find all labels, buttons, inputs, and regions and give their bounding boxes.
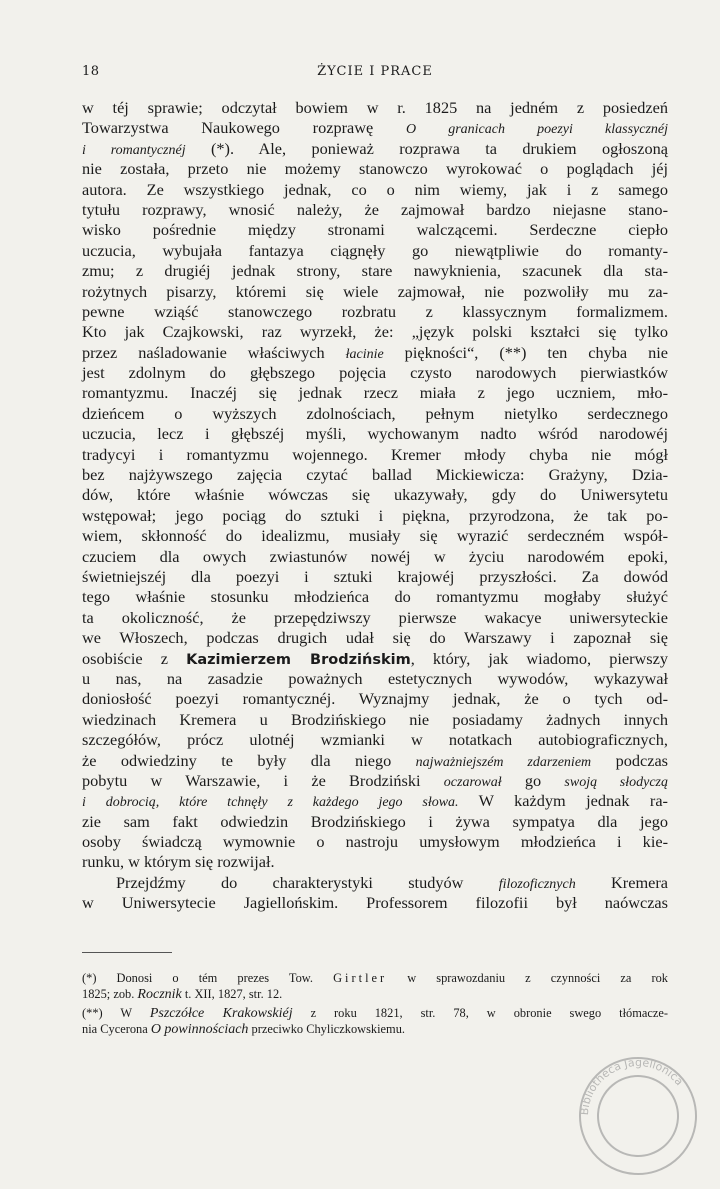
text-line — [82, 547, 668, 567]
footnote — [82, 1005, 668, 1037]
text-run: w sprawozdaniu z czynności za rok — [387, 971, 668, 985]
text-line — [82, 873, 668, 893]
text-line — [82, 322, 668, 342]
page-number: 18 — [82, 64, 100, 79]
text-run: bez najżywszego zajęcia czytać ballad Mickiewicza: Grażyny, Dzia- — [82, 465, 668, 485]
italic-text: i dobrocią, które tchnęły z każdego jego słowa. — [82, 795, 459, 811]
text-run: w Uniwersytecie Jagiellońskim. Professorem filozofii był naówczas — [82, 893, 668, 913]
text-line — [82, 424, 668, 444]
text-run: doniosłość poezyi romantycznéj. Wyznajmy jednak, że o tych od- — [82, 689, 668, 709]
text-line — [82, 832, 668, 852]
text-run: wstępował; jego pociąg do sztuki i piękna, przyrodzona, że tak po- — [82, 505, 668, 525]
text-run: runku, w którym się rozwijał. — [82, 852, 275, 872]
text-line — [82, 669, 668, 689]
text-run: (*) Donosi o tém prezes Tow. — [82, 971, 334, 985]
text-run: zie sam fakt odwiedzin Brodzińskiego i żywa sympatya dla jego — [82, 811, 668, 831]
text-run: wiedzinach Kremera u Brodzińskiego nie posiadamy żadnych innych — [82, 709, 668, 729]
text-line — [82, 118, 668, 138]
text-line — [82, 241, 668, 261]
text-run: tradycyi i romantyzmu wojennego. Kremer młody chyba nie mógł — [82, 444, 668, 464]
italic-text: łacinie — [345, 346, 384, 362]
spaced-text: Girtler — [333, 971, 388, 985]
text-run: osoby świadczą wymownie o nastroju umysłowym młodzieńca i kie- — [82, 832, 668, 852]
running-header — [82, 64, 668, 84]
text-run: ta okoliczność, że przepędziwszy pierwsze wakacye uniwersyteckie — [82, 607, 668, 627]
text-run: pobytu w Warszawie, i że Brodziński — [82, 770, 444, 790]
text-line — [82, 445, 668, 465]
text-line — [82, 383, 668, 403]
text-line — [82, 404, 668, 424]
text-run: w téj sprawie; odczytał bowiem w r. 1825 na jedném z posiedzeń — [82, 98, 668, 117]
text-run: czuciem dla owych zwiastunów nowéj w życiu narodowém epoki, — [82, 546, 668, 566]
text-run: Towarzystwa Naukowego rozprawę — [82, 118, 406, 138]
text-run: zmu; z drugiéj jednak strony, stare nawyknienia, szacunek dla sta- — [82, 261, 668, 281]
text-run: u nas, na zasadzie poważnych estetycznych wywodów, wykazywał — [82, 668, 668, 688]
text-line — [82, 139, 668, 159]
text-run: autora. Ze wszystkiego jednak, co o nim wiemy, jak i z samego — [82, 179, 668, 199]
text-run: nia Cycerona — [82, 1022, 151, 1036]
text-run: pewne wziąść stanowczego rozbratu z klassycznym formalizmem. — [82, 301, 668, 321]
text-line — [82, 98, 668, 118]
text-run: we Włoszech, podczas drugich udał się do Warszawy i zapoznał się — [82, 628, 668, 648]
text-line — [82, 710, 668, 730]
italic-text: oczarował — [443, 774, 502, 790]
text-line — [82, 812, 668, 832]
text-line — [82, 771, 668, 791]
text-run: tytułu rozprawy, wnosić należy, że zajmował bardzo niejasne stano- — [82, 199, 668, 219]
italic-text: O granicach poezyi klassycznéj — [405, 122, 669, 138]
text-line — [82, 751, 668, 771]
footnotes — [82, 970, 668, 1037]
text-line — [82, 567, 668, 587]
text-run: rożytnych pisarzy, któremi się wiele zajmował, nie pozwoliły mu za- — [82, 281, 668, 301]
text-line — [82, 343, 668, 363]
text-run: wisko pośrednie między stronami walczącemi. Serdeczne ciepło — [82, 220, 668, 240]
text-run: go — [501, 770, 565, 790]
text-line — [82, 689, 668, 709]
text-run: świetniejszéj dla poezyi i sztuki krajowéj przyszłości. Za dowód — [82, 566, 668, 586]
italic-text: O powinnościach — [150, 1022, 249, 1037]
text-line — [82, 363, 668, 383]
text-line — [82, 791, 668, 811]
text-run: (*). Ale, ponieważ rozprawa ta drukiem ogłoszoną — [185, 138, 668, 158]
main-text — [82, 98, 668, 914]
text-line — [82, 628, 668, 648]
text-run: Kremera — [575, 872, 668, 892]
text-line — [82, 526, 668, 546]
text-line — [82, 852, 668, 872]
text-run: (**) W — [82, 1006, 150, 1020]
footnote-line — [82, 986, 668, 1002]
text-line — [82, 608, 668, 628]
italic-text: Pszczółce Krakowskiéj — [149, 1006, 293, 1021]
text-run: jest zdolnym do głębszego pojęcia czysto narodowych pierwiastków — [82, 363, 668, 383]
text-line — [82, 180, 668, 200]
text-run: dów, które właśnie wówczas się ukazywały, gdy do Uniwersytetu — [82, 485, 668, 505]
footnote-line — [82, 1005, 668, 1021]
text-line — [82, 282, 668, 302]
footnote-line — [82, 1021, 668, 1037]
italic-text: i romantycznéj — [82, 142, 186, 158]
text-run: tego właśnie stosunku młodzieńca do romantyzmu mogłaby służyć — [82, 587, 668, 607]
text-run: nie została, przeto nie możemy stanowczo wyrokować o poglądach jéj — [82, 159, 668, 179]
library-stamp — [574, 1052, 702, 1180]
text-run: uczucia, lecz i głębszéj myśli, wychowanym nadto wśród narodowéj — [82, 424, 668, 444]
bold-text: Kazimierzem Brodzińskim — [186, 651, 411, 668]
text-run: , który, jak wiadomo, pierwszy — [410, 648, 668, 668]
text-run: że odwiedziny te były dla niego — [82, 750, 416, 770]
text-line — [82, 506, 668, 526]
text-line — [82, 893, 668, 913]
text-run: romantyzmu. Inaczéj się jednak rzecz miała z jego uczniem, mło- — [82, 383, 668, 403]
text-line — [82, 485, 668, 505]
footnote-divider — [82, 952, 172, 953]
text-line — [82, 200, 668, 220]
text-run: przeciwko Chyliczkowskiemu. — [248, 1022, 405, 1036]
text-run: t. XII, 1827, str. 12. — [181, 987, 283, 1001]
text-run: z roku 1821, str. 78, w obronie swego tłómacze- — [292, 1006, 669, 1020]
text-run: przez naśladowanie właściwych — [82, 342, 346, 362]
italic-text: najważniejszém zdarzeniem — [415, 754, 592, 770]
italic-text: swoją słodyczą — [564, 774, 669, 790]
text-run: W każdym jednak ra- — [458, 791, 668, 811]
text-run: wiem, skłonność do idealizmu, musiały się wyrazić serdeczném współ- — [82, 526, 668, 546]
text-run: podczas — [591, 750, 669, 770]
text-run: szczegółów, prócz ulotnéj wzmianki w notatkach autobiograficznych, — [82, 730, 668, 750]
text-run: Kto jak Czajkowski, raz wyrzekł, że: „język polski kształci się tylko — [82, 322, 668, 342]
text-run: Przejdźmy do charakterystyki studyów — [116, 872, 499, 892]
text-run: uczucia, wybujała fantazya ciągnęły go niewątpliwie do romanty- — [82, 240, 668, 260]
text-line — [82, 587, 668, 607]
text-line — [82, 730, 668, 750]
text-line — [82, 220, 668, 240]
text-run: piękności“, (**) ten chyba nie — [383, 342, 669, 362]
text-line — [82, 649, 668, 669]
footnote-line — [82, 970, 668, 986]
text-line — [82, 261, 668, 281]
footnote — [82, 970, 668, 1002]
svg-text:Bibliotheca Jagellonica: Bibliotheca Jagellonica — [577, 1055, 686, 1116]
running-title: ŻYCIE I PRACE — [317, 64, 433, 79]
italic-text: filozoficznych — [498, 876, 576, 892]
text-run: osobiście z — [82, 648, 187, 668]
text-line — [82, 159, 668, 179]
text-line — [82, 465, 668, 485]
text-run: dzieńcem o wyższych zdolnościach, pełnym nietylko serdecznego — [82, 403, 668, 423]
text-run: 1825; zob. — [82, 987, 138, 1001]
italic-text: Rocznik — [137, 987, 182, 1002]
text-line — [82, 302, 668, 322]
